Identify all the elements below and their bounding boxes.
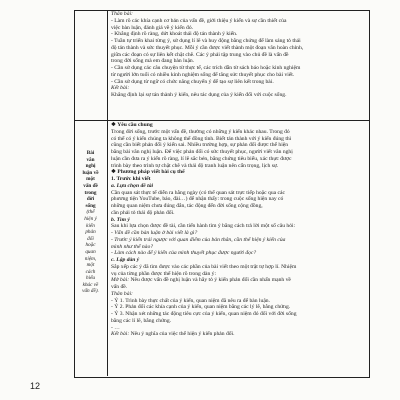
text-line: giữa các đoạn có sự liên kết chặt chẽ. Các ý phải tập trung vào chủ đề là vấn đề [111, 51, 289, 58]
text-line: Kết bài: Nêu ý nghĩa của việc thể hiện ý kiến phản đối. [111, 331, 235, 338]
text-line: a. Lựa chọn đề tài [111, 182, 154, 189]
page-number: 12 [30, 381, 41, 391]
text-line: trong đời sống mà em đang bàn luận. [111, 58, 195, 65]
heading-line: nghị [85, 163, 96, 170]
heading-line: Bài [86, 150, 95, 156]
text-line: - Ý 2. Phản đối các khía cạnh của ý kiến, quan niệm bằng các lý lẽ, bằng chứng. [111, 304, 291, 311]
text-line: bằng các lí lẽ, bằng chứng. [111, 317, 172, 324]
text-line: việc bàn luận, đánh giá về ý kiến đó. [111, 24, 194, 31]
text-line: - Ý 3. Nhận xét những tác động tiêu cực của ý kiến, quan niệm đó đối với đời sống [111, 311, 297, 317]
text-line: trình bày theo trình tự chặt chẽ và thái độ tranh luận nên cẩn trọng, lịch sự. [111, 162, 279, 169]
note-line: hiện ý [84, 215, 97, 222]
text-line: Sau khi lựa chọn được đề tài, cần tiến hành tìm ý bằng cách trả lời một số câu hỏi: [111, 223, 296, 230]
text-line: có thể có ý kiến chúng ta không thể đồng tình. Biết tán thành với ý kiến đúng thì [111, 135, 292, 142]
text-line: - Trước ý kiến trái ngược với quan điểm của bản thân, cần thể hiện ý kiến của [111, 236, 286, 243]
text-line: - Khẳng định rõ ràng, dứt khoát thái độ tán thành ý kiến. [111, 31, 238, 38]
text-line: 1. Trước khi viết [111, 176, 151, 182]
note-line: khác về [82, 281, 99, 288]
heading-line: trong [84, 189, 97, 196]
text-line: luận cần đưa ra ý kiến rõ ràng, lí lẽ sắc bén, bằng chứng tiêu biểu, xác thực được [111, 155, 292, 162]
text-line: Thân bài: [111, 11, 133, 17]
row-heading [75, 150, 106, 295]
note-line: (thể [86, 209, 95, 216]
text-line: Sắp xếp các ý đã tìm được vào các phần của bài viết theo một trật tự hợp lí. Nhiệm [111, 263, 297, 270]
text-line: - Ý 1. Trình bày thực chất của ý kiến, quan niệm đã nêu ra để bàn luận. [111, 297, 270, 304]
text-line: Kết bài: [111, 85, 130, 92]
text-line: - Làm cách nào để ý kiến của mình thuyết phục được người đọc? [111, 250, 257, 257]
text-line: những quan niệm chưa đúng đắn, tác động đến đời sống cộng đồng, [111, 203, 263, 209]
text-line: Thân bài: [111, 290, 133, 297]
text-line: vấn đề. [111, 284, 128, 290]
text-line: - Làm rõ các khía cạnh cơ bản của vấn đề, giới thiệu ý kiến và sự cần thiết của [111, 17, 287, 24]
text-line: b. Tìm ý [111, 216, 130, 223]
text-line: cũng cần biết phản đối ý kiến sai. Nhiều trường hợp, sự phản đối được thể hiện [111, 142, 289, 149]
text-line: - Vấn đề cần bàn luận ở bài viết là gì? [111, 230, 198, 236]
text-line: c. Lập dàn ý [111, 257, 140, 263]
note-line: đối [87, 235, 94, 242]
row-divider [74, 120, 369, 121]
text-line: ❖ Phương pháp viết bài cụ thể [111, 169, 185, 176]
text-line: độ tán thành và sức thuyết phục. Mỗi ý cần được viết thành một đoạn văn hoàn chỉnh, [111, 44, 304, 51]
note-line: quan [85, 248, 96, 255]
text-line: Cần quan sát thực tế diễn ra hằng ngày (có thể quan sát trực tiếp hoặc qua các [111, 189, 285, 196]
text-line: Mở bài: Nêu được vấn đề nghị luận và hãy tỏ ý kiến phản đối cần nhấn mạnh về [111, 277, 291, 284]
heading-line: sống [85, 202, 96, 209]
text-line: bằng bài văn nghị luận. Để việc phản đối có sức thuyết phục, người viết văn nghị [111, 149, 293, 155]
note-line: phản [85, 229, 96, 236]
text-line: - … [111, 324, 120, 331]
heading-line: vấn đề [83, 182, 98, 189]
text-line: - Tuần tự triển khai từng ý, sử dụng lí lẽ và huy động bằng chứng để làm sáng tỏ thái [111, 38, 301, 44]
note-line: hoặc [85, 242, 96, 249]
text-line: Trong đời sống, trước một vấn đề, thường có những ý kiến khác nhau. Trong đó [111, 128, 290, 135]
heading-line: một [86, 176, 95, 183]
text-line: - Cần sử dụng các câu chuyện từ thực tế, các trích dẫn từ sách báo hoặc kinh nghiệm [111, 65, 301, 71]
heading-line: đời [86, 196, 95, 203]
text-line: từ người lớn tuổi có nhiều kinh nghiệm sống để tăng sức thuyết phục cho bài viết. [111, 71, 295, 78]
note-line: vấn đề). [82, 288, 99, 295]
heading-line: luận về [82, 169, 99, 176]
bottom-section-text [111, 122, 365, 338]
note-line: niệm, [84, 255, 97, 262]
note-line: hiểu [86, 275, 95, 282]
note-line: cách [85, 268, 96, 275]
heading-line: văn [86, 156, 95, 163]
text-line: ❖ Yêu cầu chung [111, 122, 153, 128]
note-line: một [86, 262, 95, 269]
text-line: mình như thế nào? [111, 243, 154, 250]
text-line: Khẳng định lại sự tán thành ý kiến, nêu tác dụng của ý kiến đối với cuộc sống. [111, 92, 287, 98]
text-line: phương tiện YouTube, báo, đài…) để nhận thấy: trong cuộc sống hiện nay có [111, 196, 284, 203]
top-section-text [111, 11, 365, 99]
text-line: vụ của từng phần được thể hiện rõ trong dàn ý: [111, 270, 217, 277]
text-line: - Cần sử dụng từ ngữ có chức năng chuyển ý để tạo sự liên kết trong bài. [111, 78, 274, 85]
note-line: kiến [86, 222, 95, 229]
text-line: cần phải tỏ thái độ phản đối. [111, 209, 175, 216]
column-divider [107, 10, 108, 376]
